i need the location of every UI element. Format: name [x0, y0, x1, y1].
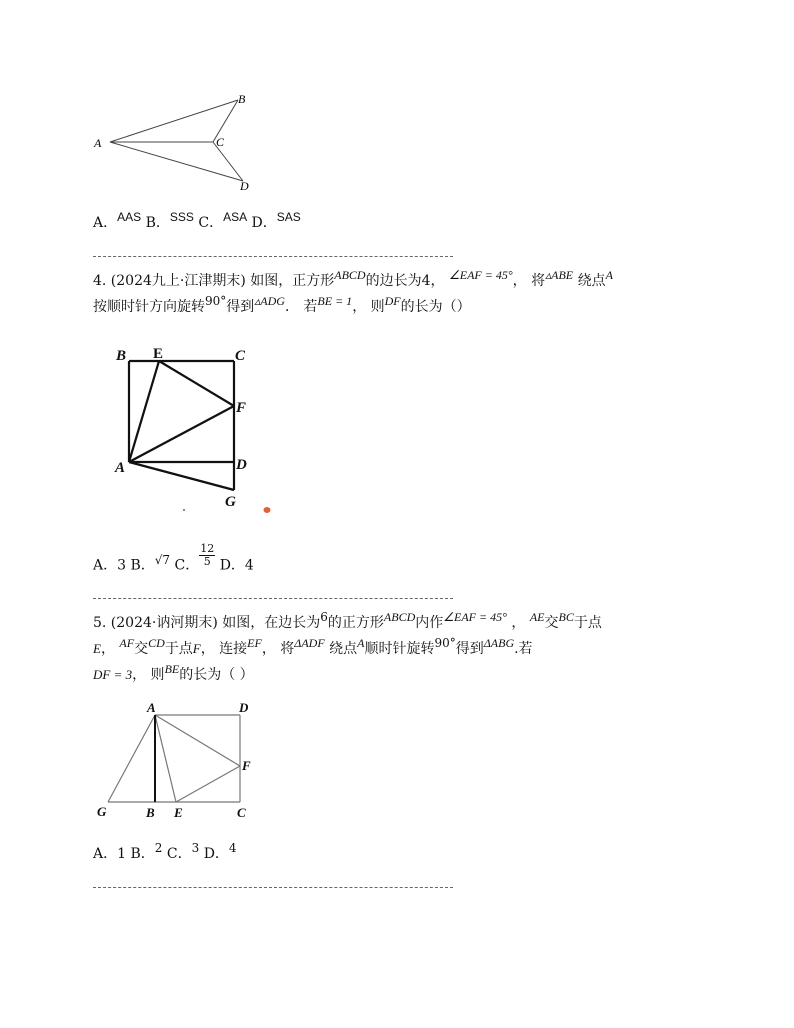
- q5-l1-m4: AE: [529, 610, 545, 624]
- q4-l1-t2: 的边长为4，: [365, 273, 445, 289]
- q5-label-d: D: [239, 700, 249, 715]
- q5-figure: [92, 698, 267, 823]
- q4-option-d: D．4: [219, 557, 254, 574]
- q3-option-d-value: SAS: [276, 210, 301, 224]
- q3-option-a-value: AAS: [117, 210, 142, 224]
- q5-l2-m7: A: [357, 636, 365, 650]
- q5-l1-m1: 6: [320, 610, 328, 624]
- q5-l2-m4: F: [192, 641, 201, 656]
- q5-l2-m3: CD: [148, 636, 165, 650]
- q4-l2-m4: DF: [384, 294, 401, 308]
- q4-l2-m2: ▵ADG: [254, 294, 285, 308]
- q5-option-d-value: 4: [228, 841, 237, 855]
- q5-label-e: E: [174, 805, 183, 820]
- separator-1: [93, 256, 453, 257]
- q3-options: [93, 212, 301, 232]
- dot-mark: [183, 509, 185, 511]
- q4-l1-m2: ∠EAF = 45°: [448, 268, 513, 282]
- q5-l2-t8: 得到: [455, 641, 484, 657]
- q3-option-b-prefix: B．: [145, 215, 170, 231]
- q4-option-c-fraction: [199, 543, 215, 568]
- q5-l2-m2: AF: [119, 636, 135, 650]
- q4-label-g: G: [225, 494, 236, 510]
- q3-label-b: B: [238, 92, 246, 106]
- q3-label-a: A: [94, 136, 102, 150]
- q3-option-c-value: ASA: [223, 210, 248, 224]
- q3-figure: [88, 88, 258, 196]
- q3-option-c-prefix: C．: [198, 215, 224, 231]
- q3-option-a-prefix: A．: [93, 215, 118, 231]
- q5-l1-t6: 于点: [573, 615, 602, 631]
- q4-l1-t1: 4. (2024九上·江津期末) 如图，正方形: [93, 273, 335, 289]
- q4-option-c-denominator: 5: [199, 555, 215, 568]
- q5-l2-m1: E: [93, 641, 101, 656]
- q5-l2-t2: 交: [134, 641, 149, 657]
- q5-options: [93, 843, 237, 863]
- q5-l1-m2: ABCD: [383, 610, 416, 624]
- q5-l3-t2: 的长为（ ）: [179, 667, 254, 683]
- q5-option-c-value: 3: [191, 841, 200, 855]
- q5-l2-t5: ， 将: [261, 641, 295, 657]
- q4-l1-m4: A: [605, 268, 613, 282]
- q5-l3-t1: ， 则: [132, 667, 165, 683]
- q4-l1-t3: ， 将: [512, 273, 546, 289]
- q5-l2-t7: 顺时针旋转: [364, 641, 435, 657]
- q4-options: [93, 542, 254, 578]
- q4-label-c: C: [235, 348, 246, 364]
- q4-l2-t2: 得到: [226, 299, 255, 315]
- q4-l2-t1: 按顺时针方向旋转: [93, 299, 205, 315]
- q5-l1-t1: 5. (2024·讷河期末) 如图，在边长为: [93, 615, 321, 631]
- q5-option-b-value: 2: [154, 841, 163, 855]
- q5-option-c-prefix: C．: [166, 846, 192, 862]
- q5-l1-t5: 交: [544, 615, 559, 631]
- q5-label-g: G: [97, 804, 107, 819]
- q4-l2-m3: BE = 1: [317, 294, 353, 308]
- q4-option-a: A．3: [93, 557, 127, 574]
- q4-line-1: [93, 270, 613, 290]
- q5-l3-m2: BE: [164, 662, 180, 676]
- q4-label-a: A: [115, 460, 126, 476]
- q4-line-2: [93, 296, 471, 316]
- q4-l2-m1: 90°: [205, 294, 227, 308]
- q4-l2-t3: ． 若: [284, 299, 318, 315]
- q4-option-b-value: √7: [154, 552, 171, 567]
- q5-l2-m5: EF: [247, 636, 262, 650]
- q5-option-a: A．1: [93, 846, 127, 862]
- q5-l1-m3: ∠EAF = 45°: [443, 610, 507, 624]
- separator-2: [93, 598, 453, 599]
- q5-l2-t1: ，: [100, 641, 115, 657]
- q3-option-d-prefix: D．: [251, 215, 277, 231]
- q5-line-1: [93, 612, 602, 632]
- q5-l1-t3: 内作: [415, 615, 444, 631]
- q5-l2-m8: 90°: [434, 636, 456, 650]
- separator-3: [93, 887, 453, 888]
- q5-option-d-prefix: D．: [203, 846, 229, 862]
- orange-mark: [264, 507, 271, 513]
- q5-line-3: [93, 664, 254, 684]
- q4-l1-t4: 绕点: [577, 273, 606, 289]
- q5-l1-t4: ，: [511, 615, 526, 631]
- q5-line-2: [93, 638, 533, 658]
- q3-option-b-value: SSS: [169, 210, 194, 224]
- q4-option-b-prefix: B．: [130, 557, 155, 574]
- q5-l2-m6: ΔADF: [294, 636, 325, 650]
- q5-l2-t9: .若: [514, 641, 533, 657]
- q5-l2-t4: ， 连接: [200, 641, 248, 657]
- q5-l2-t3: 于点: [164, 641, 193, 657]
- q4-l1-m3: ▵ABE: [545, 268, 574, 282]
- q4-option-c-prefix: C．: [174, 557, 200, 574]
- q4-label-b: B: [116, 348, 127, 364]
- q4-l1-m1: ABCD: [334, 268, 366, 282]
- q4-l2-t4: ， 则: [352, 299, 385, 315]
- q5-l2-t6: 绕点: [329, 641, 358, 657]
- q5-label-a: A: [147, 700, 156, 715]
- q5-l3-m1: DF = 3: [93, 667, 133, 682]
- q4-l2-t5: 的长为（）: [400, 299, 471, 315]
- q5-label-f: F: [242, 758, 251, 773]
- q3-label-d: D: [240, 179, 249, 193]
- q5-l1-m5: BC: [558, 610, 574, 624]
- q4-option-c-numerator: 12: [200, 542, 215, 555]
- q3-label-c: C: [216, 135, 225, 149]
- q5-label-c: C: [237, 805, 246, 820]
- q5-l2-m9: ΔABG: [483, 636, 515, 650]
- q4-label-d: D: [236, 457, 247, 473]
- q5-l1-t2: 的正方形: [327, 615, 384, 631]
- q5-label-b: B: [146, 805, 155, 820]
- q5-option-b-prefix: B．: [130, 846, 155, 862]
- q4-figure: [110, 340, 280, 525]
- q4-label-f: F: [236, 400, 247, 416]
- q4-label-e: E: [153, 346, 164, 362]
